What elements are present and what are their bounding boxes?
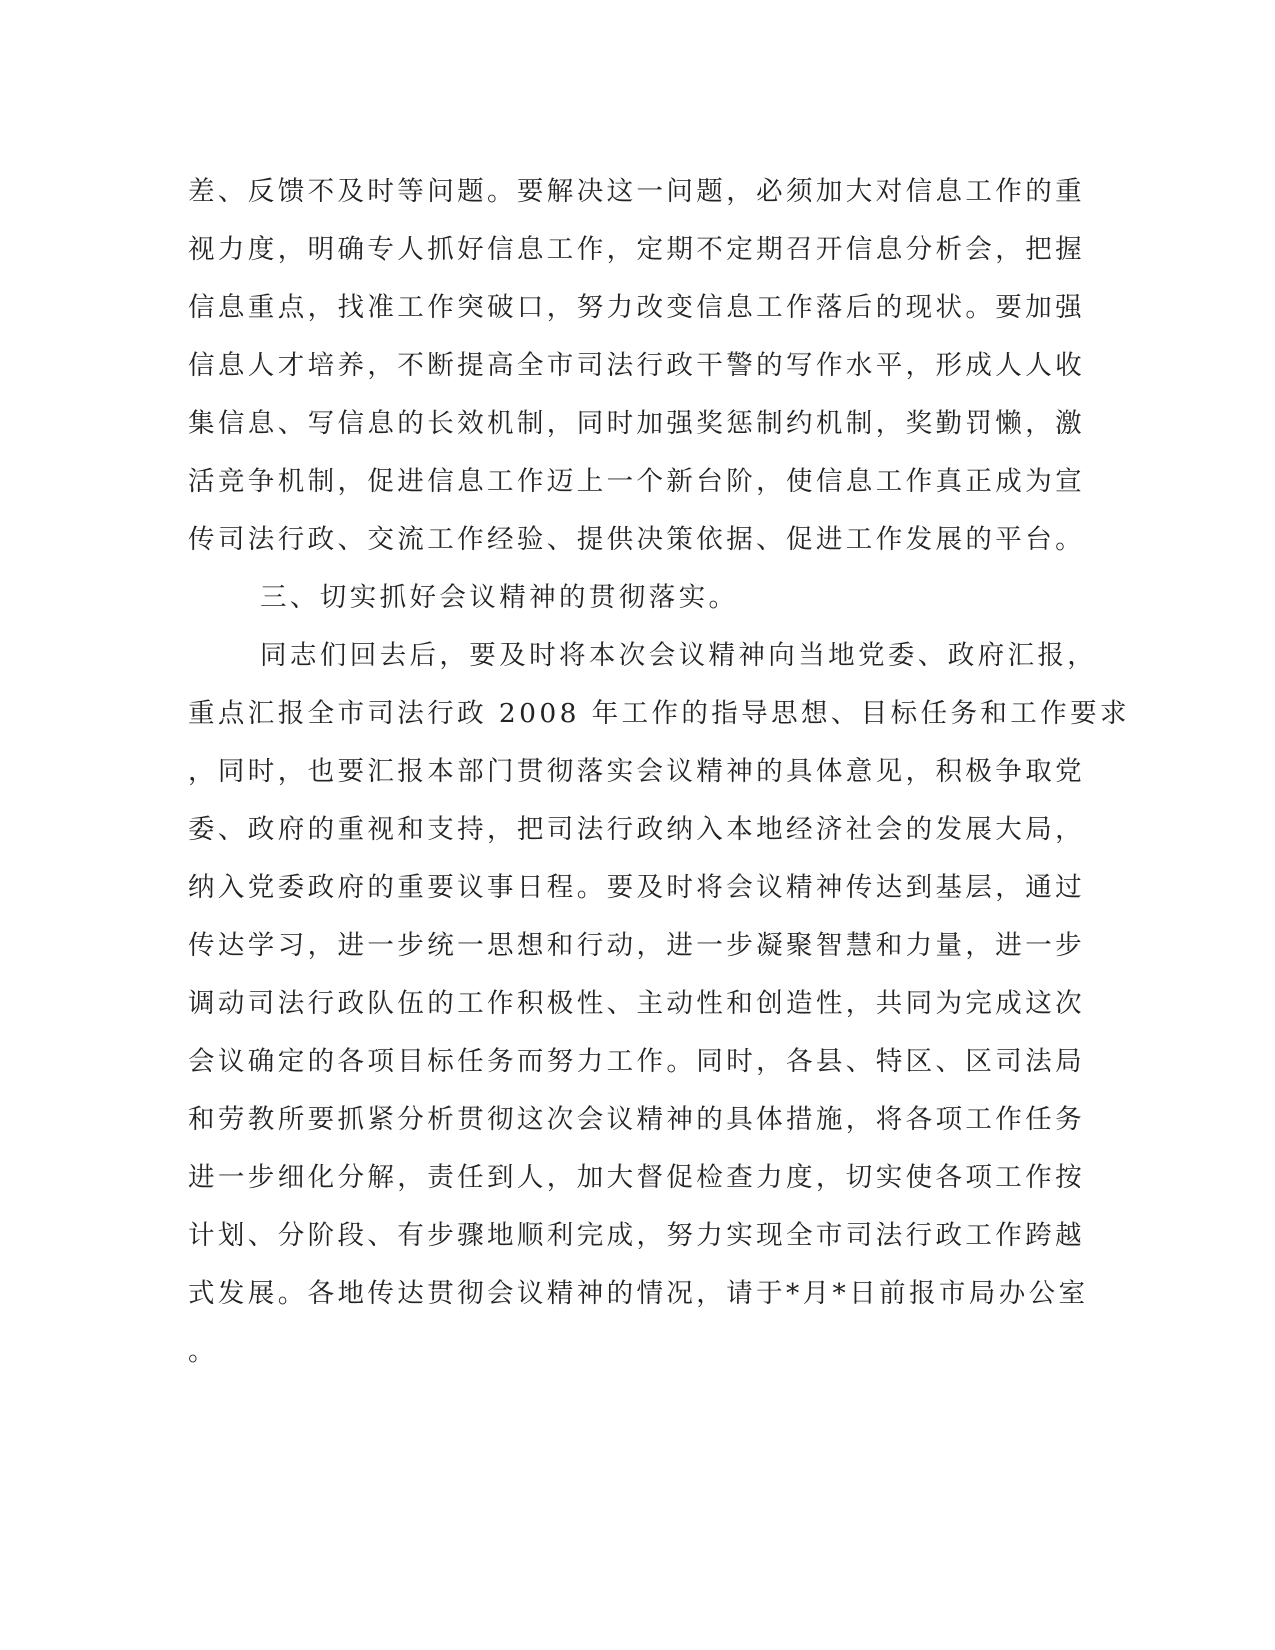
paragraph-line: 纳入党委政府的重要议事日程。要及时将会议精神传达到基层，通过 xyxy=(188,872,1085,903)
paragraph-line: 信息人才培养，不断提高全市司法行政干警的写作水平，形成人人收 xyxy=(188,350,1085,381)
paragraph-line: 同志们回去后，要及时将本次会议精神向当地党委、政府汇报， xyxy=(260,640,1098,671)
paragraph-line: ，同时，也要汇报本部门贯彻落实会议精神的具体意见，积极争取党 xyxy=(188,756,1085,787)
paragraph-line: 集信息、写信息的长效机制，同时加强奖惩制约机制，奖勤罚懒，激 xyxy=(188,408,1085,439)
paragraph-line: 调动司法行政队伍的工作积极性、主动性和创造性，共同为完成这次 xyxy=(188,988,1085,1019)
paragraph-line: 信息重点，找准工作突破口，努力改变信息工作落后的现状。要加强 xyxy=(188,292,1085,323)
paragraph-line: 式发展。各地传达贯彻会议精神的情况，请于*月*日前报市局办公室 xyxy=(188,1278,1089,1309)
paragraph-line: 。 xyxy=(188,1336,218,1367)
paragraph-line: 和劳教所要抓紧分析贯彻这次会议精神的具体措施，将各项工作任务 xyxy=(188,1104,1085,1135)
paragraph-line: 视力度，明确专人抓好信息工作，定期不定期召开信息分析会，把握 xyxy=(188,234,1085,265)
paragraph-line: 重点汇报全市司法行政 2008 年工作的指导思想、目标任务和工作要求 xyxy=(188,698,1130,729)
body-text xyxy=(188,163,1130,1381)
paragraph-line: 传达学习，进一步统一思想和行动，进一步凝聚智慧和力量，进一步 xyxy=(188,930,1085,961)
paragraph-line: 活竞争机制，促进信息工作迈上一个新台阶，使信息工作真正成为宣 xyxy=(188,466,1085,497)
section-heading: 三、切实抓好会议精神的贯彻落实。 xyxy=(260,582,739,613)
paragraph-line: 传司法行政、交流工作经验、提供决策依据、促进工作发展的平台。 xyxy=(188,524,1085,555)
paragraph-line: 进一步细化分解，责任到人，加大督促检查力度，切实使各项工作按 xyxy=(188,1162,1085,1193)
paragraph-line: 差、反馈不及时等问题。要解决这一问题，必须加大对信息工作的重 xyxy=(188,176,1085,207)
paragraph-line: 计划、分阶段、有步骤地顺利完成，努力实现全市司法行政工作跨越 xyxy=(188,1220,1085,1251)
paragraph-line: 委、政府的重视和支持，把司法行政纳入本地经济社会的发展大局， xyxy=(188,814,1085,845)
paragraph-line: 会议确定的各项目标任务而努力工作。同时，各县、特区、区司法局 xyxy=(188,1046,1085,1077)
